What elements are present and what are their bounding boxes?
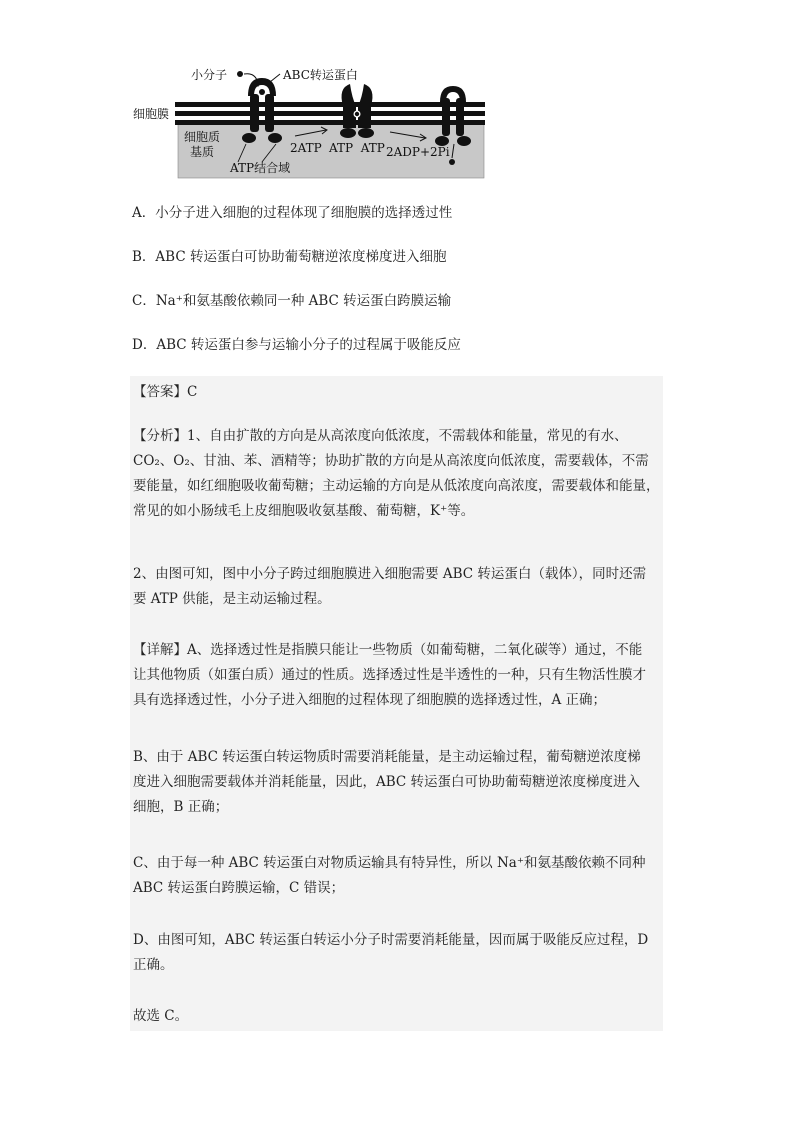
analysis-line: 要 ATP 供能，是主动运输过程。 <box>133 591 331 607</box>
detail-line: 让其他物质（如蛋白质）通过的性质。选择透过性是半透性的一种，只有生物活性膜才 <box>133 667 646 683</box>
detail-line: C、由于每一种 ABC 转运蛋白对物质运输具有特异性，所以 Na⁺和氨基酸依赖不同种 <box>133 855 646 871</box>
analysis-line: 常见的如小肠绒毛上皮细胞吸收氨基酸、葡萄糖，K⁺等。 <box>133 503 475 519</box>
membrane-top-layer <box>175 102 485 107</box>
label-membrane: 细胞膜 <box>133 107 170 121</box>
label-abc-transporter: ABC转运蛋白 <box>283 68 358 82</box>
diagram-svg <box>130 58 490 180</box>
analysis-line: CO₂、O₂、甘油、苯、酒精等；协助扩散的方向是从高浓度向低浓度，需要载体，不需 <box>133 453 649 469</box>
detail-line: 度进入细胞需要载体并消耗能量，因此，ABC 转运蛋白可协助葡萄糖逆浓度梯度进入 <box>133 774 641 790</box>
detail-line: ABC 转运蛋白跨膜运输，C 错误； <box>133 880 345 896</box>
label-2adp: 2ADP+2Pi <box>386 145 450 159</box>
detail-line: 细胞，B 正确； <box>133 799 229 815</box>
option-d: D．ABC 转运蛋白参与运输小分子的过程属于吸能反应 <box>132 337 461 353</box>
answer-explanation-block <box>130 376 663 1031</box>
label-cytoplasm-2: 基质 <box>190 145 215 159</box>
small-molecule-dot <box>237 71 243 77</box>
analysis-line: 2、由图可知，图中小分子跨过细胞膜进入细胞需要 ABC 转运蛋白（载体），同时还需 <box>133 566 647 582</box>
answer-line: 【答案】C <box>133 384 198 400</box>
abc-transporter-diagram <box>130 58 490 180</box>
detail-c <box>133 851 661 901</box>
option-c: C．Na⁺和氨基酸依赖同一种 ABC 转运蛋白跨膜运输 <box>132 293 452 309</box>
detail-line: 具有选择透过性，小分子进入细胞的过程体现了细胞膜的选择透过性，A 正确； <box>133 692 607 708</box>
membrane-middle-layer <box>175 111 485 116</box>
detail-line: 【详解】A、选择透过性是指膜只能让一些物质（如葡萄糖，二氧化碳等）通过，不能 <box>133 642 643 658</box>
detail-line: B、由于 ABC 转运蛋白转运物质时需要消耗能量，是主动运输过程，葡萄糖逆浓度梯 <box>133 749 641 765</box>
detail-d <box>133 928 661 978</box>
option-b: B．ABC 转运蛋白可协助葡萄糖逆浓度梯度进入细胞 <box>132 249 447 265</box>
detail-line: 正确。 <box>133 957 174 973</box>
analysis-paragraph-1 <box>133 424 661 524</box>
label-cytoplasm-1: 细胞质 <box>184 130 221 144</box>
analysis-line: 要能量，如红细胞吸收葡萄糖；主动运输的方向是从低浓度向高浓度，需要载体和能量， <box>133 478 660 494</box>
answer-options <box>132 202 672 378</box>
detail-a <box>133 638 661 713</box>
label-atp-atp: ATP ATP <box>329 141 385 155</box>
analysis-line: 【分析】1、自由扩散的方向是从高浓度向低浓度，不需载体和能量，常见的有水、 <box>133 428 628 444</box>
label-small-molecule: 小分子 <box>191 68 228 82</box>
conclusion: 故选 C。 <box>133 1008 189 1024</box>
detail-b <box>133 745 661 820</box>
option-a: A．小分子进入细胞的过程体现了细胞膜的选择透过性 <box>132 205 453 221</box>
analysis-paragraph-2 <box>133 562 661 612</box>
label-2atp: 2ATP <box>290 141 322 155</box>
label-atp-binding-domain: ATP结合域 <box>230 161 291 175</box>
membrane-bottom-layer <box>175 120 485 125</box>
detail-line: D、由图可知，ABC 转运蛋白转运小分子时需要消耗能量，因而属于吸能反应过程，D <box>133 932 649 948</box>
